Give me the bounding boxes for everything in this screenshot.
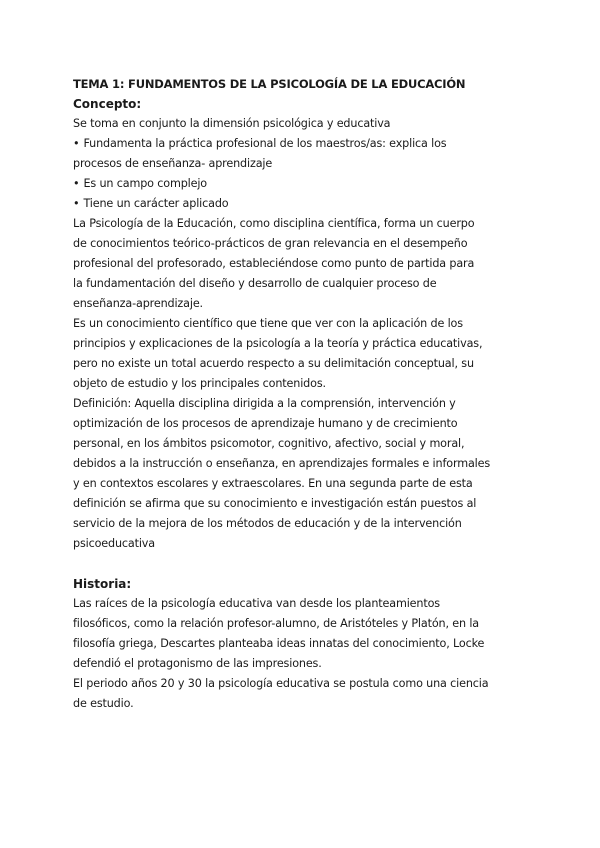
paragraph-line: defendió el protagonismo de las impresiones. (73, 657, 322, 670)
concepto-definicion (73, 394, 533, 554)
paragraph-line: debidos a la instrucción o enseñanza, en aprendizajes formales e informales (73, 457, 491, 470)
bullet-icon: • (73, 177, 80, 190)
paragraph-line: principios y explicaciones de la psicología a la teoría y práctica educativas, (73, 337, 483, 350)
paragraph-line: objeto de estudio y los principales contenidos. (73, 377, 326, 390)
paragraph-line: la fundamentación del diseño y desarrollo de cualquier proceso de (73, 277, 437, 290)
paragraph-line: definición se afirma que su conocimiento e investigación están puestos al (73, 497, 477, 510)
bullet-item (73, 134, 533, 154)
paragraph-line: psicoeducativa (73, 537, 155, 550)
paragraph-line: de estudio. (73, 697, 134, 710)
paragraph-line: Definición: Aquella disciplina dirigida a la comprensión, intervención y (73, 397, 456, 410)
bullet-item (73, 174, 533, 194)
bullet-icon: • (73, 197, 80, 210)
paragraph-line: y en contextos escolares y extraescolares. En una segunda parte de esta (73, 477, 473, 490)
historia-paragraph-1 (73, 594, 533, 674)
concepto-intro: Se toma en conjunto la dimensión psicológica y educativa (73, 117, 391, 130)
paragraph-line: Las raíces de la psicología educativa van desde los planteamientos (73, 597, 440, 610)
paragraph-line: profesional del profesorado, estableciéndose como punto de partida para (73, 257, 475, 270)
document-page (73, 74, 533, 714)
bullet-icon: • (73, 137, 80, 150)
paragraph-line: filosofía griega, Descartes planteaba ideas innatas del conocimiento, Locke (73, 637, 485, 650)
paragraph-line: servicio de la mejora de los métodos de educación y de la intervención (73, 517, 462, 530)
section-heading-concepto: Concepto: (73, 97, 142, 111)
section-heading-historia: Historia: (73, 577, 132, 591)
paragraph-line: enseñanza-aprendizaje. (73, 297, 203, 310)
bullet-text: Tiene un carácter aplicado (83, 197, 229, 210)
bullet-item (73, 194, 533, 214)
document-title: TEMA 1: FUNDAMENTOS DE LA PSICOLOGÍA DE LA EDUCACIÓN (73, 77, 466, 91)
concepto-paragraph-1 (73, 214, 533, 314)
paragraph-line: pero no existe un total acuerdo respecto a su delimitación conceptual, su (73, 357, 474, 370)
historia-paragraph-2 (73, 674, 533, 714)
concepto-paragraph-2 (73, 314, 533, 394)
paragraph-line: de conocimientos teórico-prácticos de gran relevancia en el desempeño (73, 237, 468, 250)
section-spacer (73, 554, 533, 574)
bullet-text: Fundamenta la práctica profesional de los maestros/as: explica los (83, 137, 447, 150)
paragraph-line: El periodo años 20 y 30 la psicología educativa se postula como una ciencia (73, 677, 489, 690)
paragraph-line: personal, en los ámbitos psicomotor, cognitivo, afectivo, social y moral, (73, 437, 465, 450)
bullet-continuation: procesos de enseñanza- aprendizaje (73, 157, 273, 170)
paragraph-line: La Psicología de la Educación, como disciplina científica, forma un cuerpo (73, 217, 475, 230)
paragraph-line: Es un conocimiento científico que tiene que ver con la aplicación de los (73, 317, 463, 330)
bullet-text: Es un campo complejo (83, 177, 207, 190)
paragraph-line: optimización de los procesos de aprendizaje humano y de crecimiento (73, 417, 458, 430)
paragraph-line: filosóficos, como la relación profesor-alumno, de Aristóteles y Platón, en la (73, 617, 480, 630)
